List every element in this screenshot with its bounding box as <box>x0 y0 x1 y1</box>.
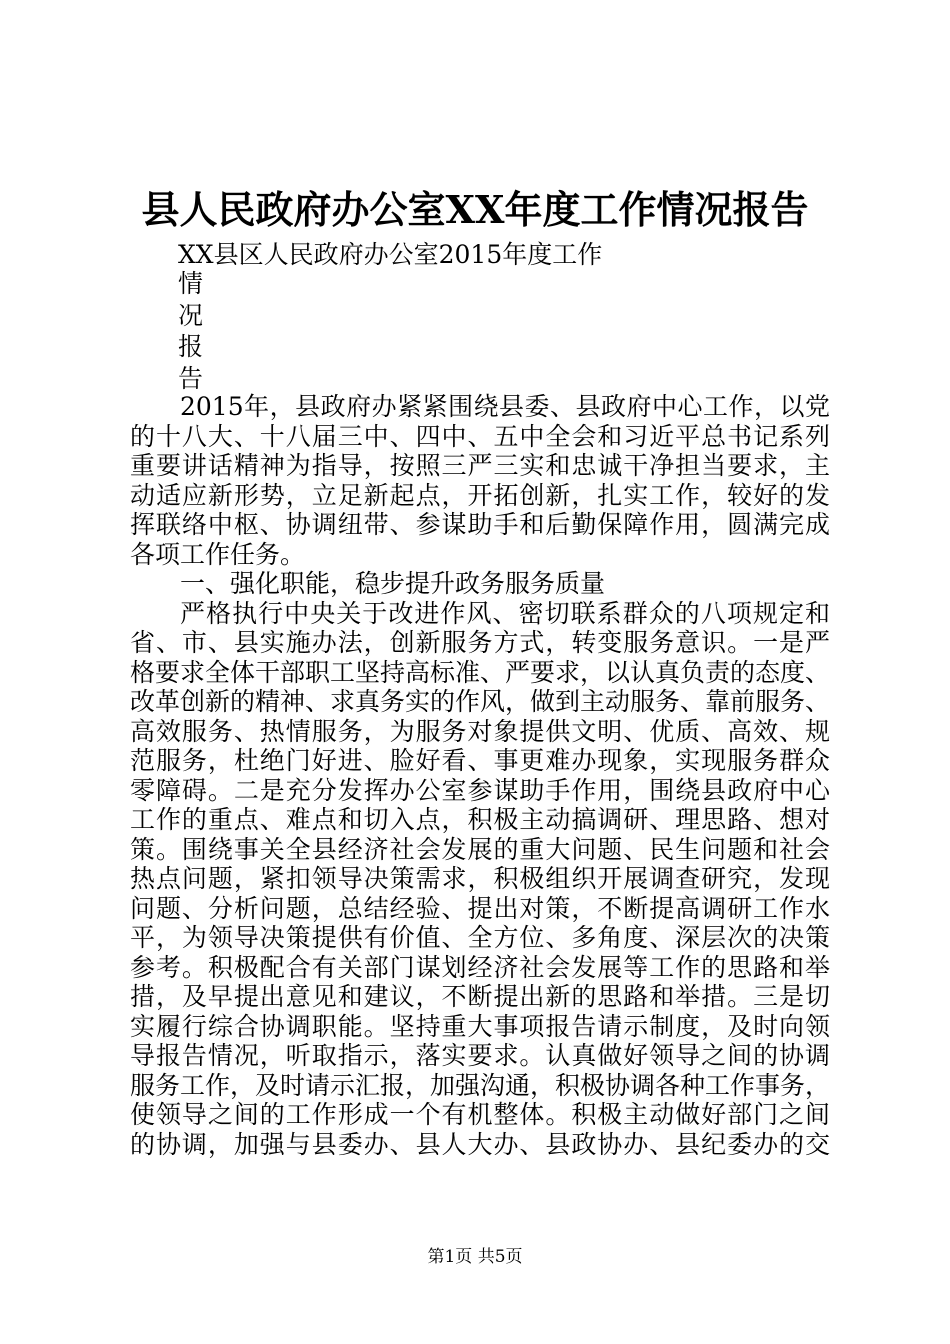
body-line: 实履行综合协调职能。坚持重大事项报告请示制度，及时向领 <box>130 1011 830 1041</box>
body-line: 工作的重点、难点和切入点，积极主动搞调研、理思路、想对 <box>130 805 830 834</box>
body-line: 策。围绕事关全县经济社会发展的重大问题、民生问题和社会 <box>130 834 830 864</box>
body-line: 的十八大、十八届三中、四中、五中全会和习近平总书记系列 <box>130 421 830 451</box>
body-line: 改革创新的精神、求真务实的作风，做到主动服务、靠前服务、 <box>130 687 831 716</box>
body-line: 服务工作，及时请示汇报，加强沟通，积极协调各种工作事务， <box>130 1070 831 1100</box>
body-line: 高效服务、热情服务，为服务对象提供文明、优质、高效、规 <box>130 716 830 746</box>
vertical-char: 报 <box>178 332 204 361</box>
body-line: 参考。积极配合有关部门谋划经济社会发展等工作的思路和举 <box>130 952 830 982</box>
document-title: 县人民政府办公室XX年度工作情况报告 <box>141 187 809 232</box>
body-line: 2015年，县政府办紧紧围绕县委、县政府中心工作，以党 <box>180 392 830 421</box>
body-line: 导报告情况，听取指示，落实要求。认真做好领导之间的协调 <box>130 1041 830 1070</box>
body-line: 严格执行中央关于改进作风、密切联系群众的八项规定和 <box>180 598 830 628</box>
body-line: 措，及早提出意见和建议，不断提出新的思路和举措。三是切 <box>130 982 830 1011</box>
body-line: 范服务，杜绝门好进、脸好看、事更难办现象，实现服务群众 <box>130 746 830 775</box>
document-subtitle: XX县区人民政府办公室2015年度工作 <box>178 240 603 269</box>
body-line: 的协调，加强与县委办、县人大办、县政协办、县纪委办的交 <box>130 1129 830 1159</box>
vertical-subtitle-chars <box>178 268 218 394</box>
vertical-char: 情 <box>178 269 204 298</box>
body-line: 热点问题，紧扣领导决策需求，积极组织开展调查研究，发现 <box>130 864 830 893</box>
body-line: 格要求全体干部职工坚持高标准、严要求，以认真负责的态度、 <box>130 657 831 687</box>
body-line: 问题、分析问题，总结经验、提出对策，不断提高调研工作水 <box>130 893 830 923</box>
page-footer: 第1页 共5页 <box>427 1247 523 1267</box>
body-line: 重要讲话精神为指导，按照三严三实和忠诚干净担当要求，主 <box>130 451 830 480</box>
body-line: 各项工作任务。 <box>130 539 306 569</box>
vertical-char: 告 <box>178 363 204 393</box>
body-line: 省、市、县实施办法，创新服务方式，转变服务意识。一是严 <box>130 628 830 657</box>
body-line: 动适应新形势，立足新起点，开拓创新，扎实工作，较好的发 <box>130 480 830 510</box>
body-line: 零障碍。二是充分发挥办公室参谋助手作用，围绕县政府中心 <box>130 775 830 805</box>
vertical-char: 况 <box>178 300 204 330</box>
body-line: 平，为领导决策提供有价值、全方位、多角度、深层次的决策 <box>130 923 830 952</box>
document-body <box>130 392 830 1159</box>
section-heading: 一、强化职能，稳步提升政务服务质量 <box>180 569 606 598</box>
body-line: 挥联络中枢、协调纽带、参谋助手和后勤保障作用，圆满完成 <box>130 510 830 539</box>
body-line: 使领导之间的工作形成一个有机整体。积极主动做好部门之间 <box>130 1100 830 1129</box>
